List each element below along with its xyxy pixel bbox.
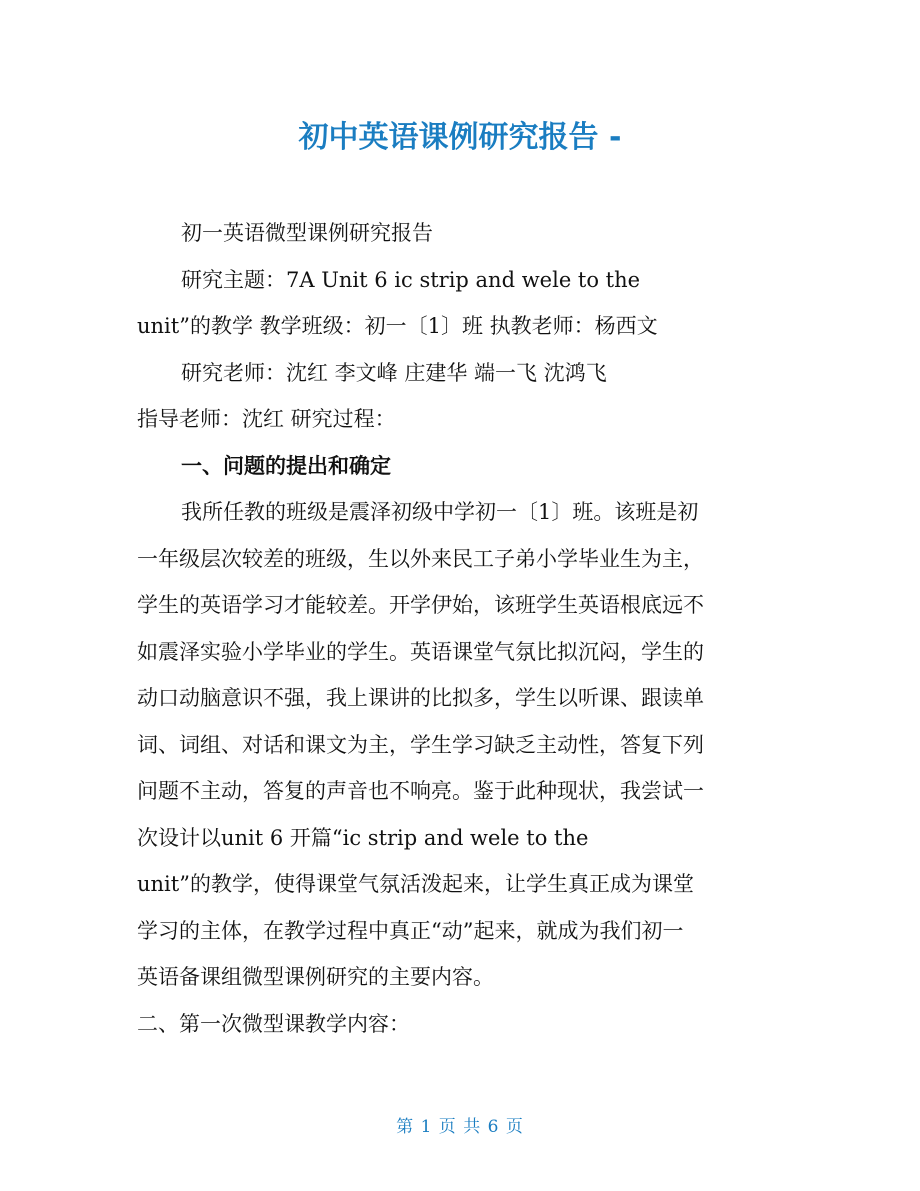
document-body — [137, 210, 787, 1047]
research-topic-line: 研究主题：7A Unit 6 ic strip and wele to the — [181, 267, 641, 292]
paragraph-line: 问题不主动，答复的声音也不响亮。鉴于此种现状，我尝试一 — [137, 779, 704, 803]
report-subtitle: 初一英语微型课例研究报告 — [181, 221, 433, 245]
paragraph-line: 英语备课组微型课例研究的主要内容。 — [137, 965, 494, 989]
page-footer: 第 1 页 共 6 页 — [396, 1117, 524, 1137]
paragraph-line: 我所任教的班级是震泽初级中学初一〔1〕班。该班是初 — [181, 500, 699, 524]
paragraph-line: 学习的主体，在教学过程中真正“动”起来，就成为我们初一 — [137, 918, 684, 943]
paragraph-line: 次设计以unit 6 开篇“ic strip and wele to the — [137, 825, 589, 850]
research-teachers-line: 研究老师：沈红 李文峰 庄建华 端一飞 沈鸿飞 — [181, 360, 607, 385]
paragraph-line: unit”的教学，使得课堂气氛活泼起来，让学生真正成为课堂 — [137, 872, 694, 896]
paragraph-line: 动口动脑意识不强，我上课讲的比拟多，学生以听课、跟读单 — [137, 686, 704, 710]
research-topic-continued: unit”的教学 教学班级：初一〔1〕班 执教老师：杨西文 — [137, 314, 658, 338]
section-heading-1: 一、问题的提出和确定 — [181, 452, 391, 478]
paragraph-line: 如震泽实验小学毕业的学生。英语课堂气氛比拟沉闷，学生的 — [137, 639, 704, 664]
section-heading-2: 二、第一次微型课教学内容： — [137, 1011, 410, 1036]
advisor-line: 指导老师：沈红 研究过程： — [137, 407, 396, 431]
document-title: 初中英语课例研究报告 - — [298, 120, 622, 155]
paragraph-line: 词、词组、对话和课文为主，学生学习缺乏主动性，答复下列 — [137, 732, 704, 757]
paragraph-line: 学生的英语学习才能较差。开学伊始，该班学生英语根底远不 — [137, 593, 704, 617]
paragraph-line: 一年级层次较差的班级，生以外来民工子弟小学毕业生为主， — [137, 546, 704, 571]
